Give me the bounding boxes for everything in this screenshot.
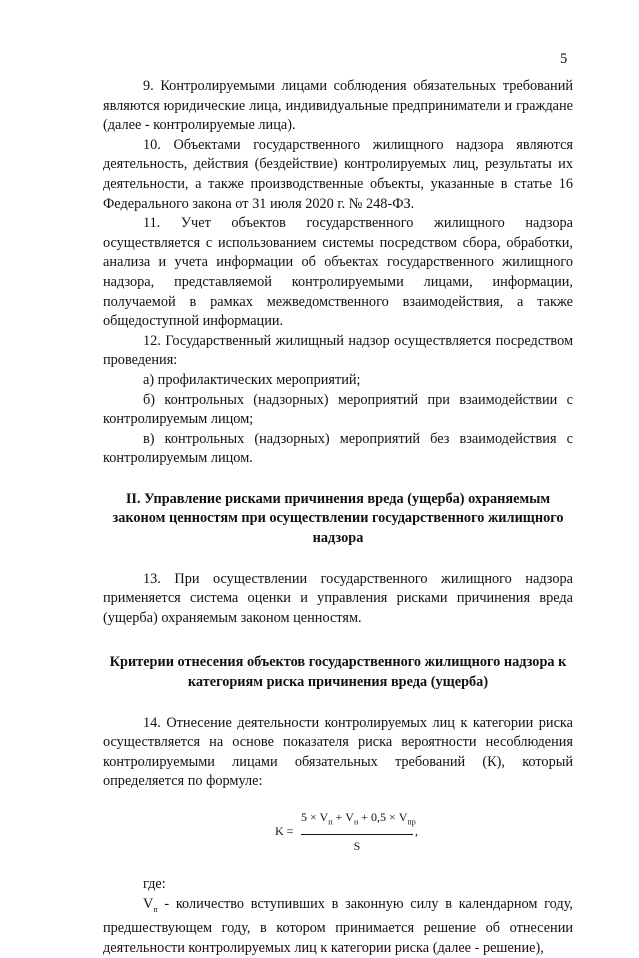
paragraph-13: 13. При осуществлении государственного жилищного надзора применяется система оценки и управления рисками причинения вреда (ущерба) охраняемым законом ценностям. xyxy=(103,570,573,626)
formula-denominator: S xyxy=(353,838,361,853)
subheading: Критерии отнесения объектов государственного жилищного надзора к категориям риска причинения вреда (ущерба) xyxy=(109,654,567,691)
paragraph-14: 14. Отнесение деятельности контролируемых лиц к категории риска осуществляется на основе показателя риска вероятности несоблюдения контролируемыми лицами обязательных требований (К), который определяется по формуле: xyxy=(103,714,573,790)
list-item-a: а) профилактических мероприятий; xyxy=(143,371,361,388)
definition-vp: $V_п$ - количество вступивших в законную силу в календарном году, предшествующем году, в котором принимается решение об отнесении деятельности контролируемых лиц к категории риска (далее - решение), xyxy=(103,895,573,956)
list-item-b: б) контрольных (надзорных) мероприятий при взаимодействии с контролируемым лицом; xyxy=(103,391,573,428)
paragraph-12: 12. Государственный жилищный надзор осуществляется посредством проведения: xyxy=(103,332,573,369)
page-number: 5 xyxy=(560,51,568,67)
paragraph-9: 9. Контролируемыми лицами соблюдения обязательных требований являются юридические лица, индивидуальные предприниматели и граждане (далее - контролируемые лица). xyxy=(103,78,573,134)
formula-numerator: $5 \times V_п + V_н + 0,5 \times V_{пр}$ xyxy=(301,808,413,835)
section-heading: II. Управление рисками причинения вреда (ущерба) охраняемым законом ценностям при осуществлении государственного жилищного надзора xyxy=(112,490,564,547)
list-item-c: в) контрольных (надзорных) мероприятий без взаимодействия с контролируемым лицом. xyxy=(103,430,573,467)
paragraph-11: 11. Учет объектов государственного жилищного надзора осуществляется с использованием системы посредством сбора, обработки, анализа и учета информации об объектах государственного жилищного надзора, представляемой контролируемыми лицами, информации, получаемой в рамках межведомственного взаимодействия, а также общедоступной информации. xyxy=(103,215,573,330)
formula-comma: , xyxy=(415,824,418,838)
formula-fraction xyxy=(301,808,416,857)
document-body xyxy=(103,77,573,958)
formula-lhs: K = xyxy=(275,824,294,838)
paragraph-10: 10. Объектами государственного жилищного надзора являются деятельность, действия (бездействие) контролируемых лиц, результаты их деятельности, а также производственные объекты, указанные в статье 16 Федерального закона от 31 июля 2020 г. № 248-ФЗ. xyxy=(103,136,573,212)
where-label: где: xyxy=(143,876,166,892)
risk-formula xyxy=(103,808,573,854)
